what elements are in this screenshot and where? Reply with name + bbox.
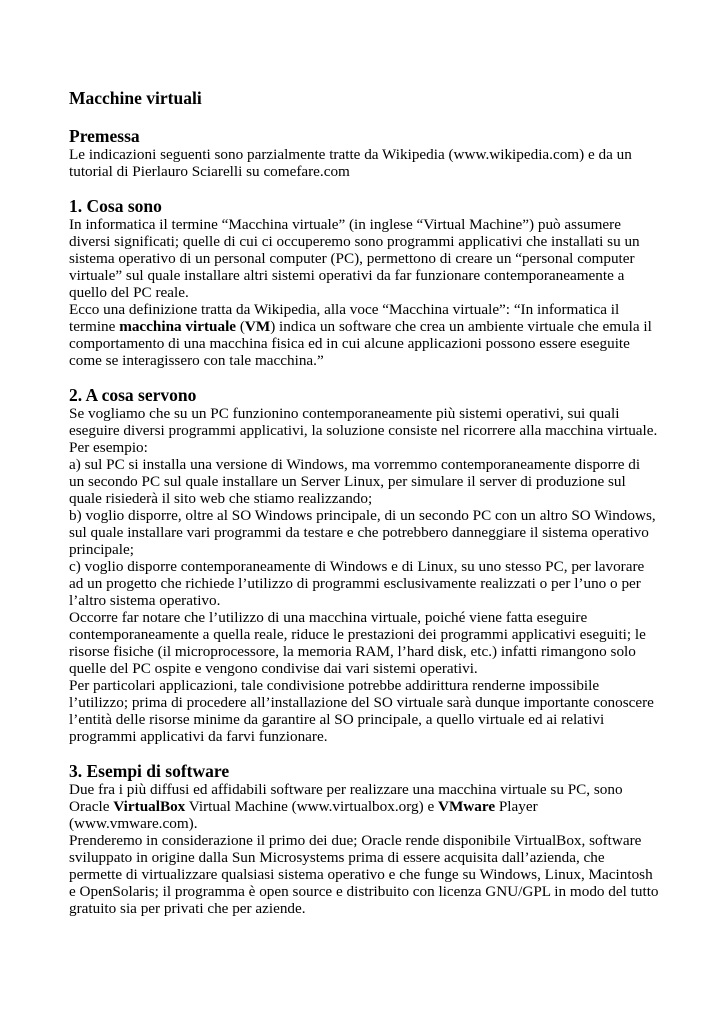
section2-paragraph: Occorre far notare che l’utilizzo di una macchina virtuale, poiché viene fatta eseguire contemporaneamente a quella reale, riduce le prestazioni dei programmi applicativi eseguiti; le risorse fisiche (il microprocessore, la memoria RAM, l’hard disk, etc.) infatti rimangono solo quelle del PC ospite e vengono condivise dai vari sistemi operativi. xyxy=(69,609,646,677)
section1-p2-after: ) indica un software che crea un ambiente virtuale che emula il comportamento di una macchina fisica ed in cui alcune applicazioni possono essere eseguite come se interagissero con tale macchina.” xyxy=(69,318,652,369)
section2-paragraph: a) sul PC si installa una versione di Windows, ma vorremmo contemporaneamente disporre di un secondo PC sul quale installare un Server Linux, per simulare il server di produzione sul quale risiederà il sito web che stiamo realizzando; xyxy=(69,456,641,507)
section1-paragraph-2 xyxy=(69,301,659,369)
section3-bold-vmware: VMware xyxy=(437,798,496,815)
section1-paragraph-1: In informatica il termine “Macchina virtuale” (in inglese “Virtual Machine”) può assumere diversi significati; quelle di cui ci occuperemo sono programmi applicativi che installati su un sistema operativo di un personal computer (PC), permettono di creare un “personal computer virtuale” sul quale installare altri sistemi operativi da far funzionare contemporaneamente a quello del PC reale. xyxy=(69,216,640,301)
section2-paragraph: c) voglio disporre contemporaneamente di Windows e di Linux, su uno stesso PC, per lavorare ad un progetto che richiede l’utilizzo di programmi esclusivamente realizzati o per l’uno o per l’altro sistema operativo. xyxy=(69,558,645,609)
document-title: Macchine virtuali xyxy=(69,88,202,108)
section-cosa-sono xyxy=(69,196,659,369)
section2-heading: 2. A cosa servono xyxy=(69,385,197,405)
section2-paragraph: Per esempio: xyxy=(69,439,148,456)
section1-p2-before: Ecco una definizione tratta da Wikipedia, alla voce “Macchina virtuale”: “In informatica il termine xyxy=(69,301,620,335)
section3-paragraph-2: Prenderemo in considerazione il primo dei due; Oracle rende disponibile VirtualBox, software sviluppato in origine dalla Sun Microsystems prima di essere acquisita dall’azienda, che permette di virtualizzare qualsiasi sistema operativo e che funge su Windows, Linux, Macintosh e OpenSolaris; il programma è open source e distribuito con licenza GNU/GPL in modo del tutto gratuito sia per privati che per aziende. xyxy=(69,832,659,917)
premessa-heading: Premessa xyxy=(69,126,140,146)
section-a-cosa-servono xyxy=(69,385,659,745)
section3-heading: 3. Esempi di software xyxy=(69,761,230,781)
section1-p2-bold-macchina-virtuale: macchina virtuale xyxy=(119,318,237,335)
section2-paragraph: Per particolari applicazioni, tale condivisione potrebbe addirittura renderne impossibile l’utilizzo; prima di procedere all’installazione del SO virtuale sarà dunque importante conoscere l’entità delle risorse minime da garantire al SO principale, a quello virtuale ed ai relativi programmi applicativi da farvi funzionare. xyxy=(69,677,654,745)
document-body xyxy=(69,88,659,933)
section-esempi-di-software xyxy=(69,761,659,917)
section2-paragraph: b) voglio disporre, oltre al SO Windows principale, di un secondo PC con un altro SO Windows, sul quale installare vari programmi da testare e che potrebbero danneggiare il sistema operativo principale; xyxy=(69,507,656,558)
premessa-text: Le indicazioni seguenti sono parzialmente tratte da Wikipedia (www.wikipedia.com) e da un tutorial di Pierlauro Sciarelli su comefare.com xyxy=(69,146,632,180)
section1-heading: 1. Cosa sono xyxy=(69,196,162,216)
section2-paragraph: Se vogliamo che su un PC funzionino contemporaneamente più sistemi operativi, sui quali eseguire diversi programmi applicativi, la soluzione consiste nel ricorrere alla macchina virtuale. xyxy=(69,405,658,439)
section3-bold-virtualbox: VirtualBox xyxy=(113,798,186,815)
section3-mid: Virtual Machine (www.virtualbox.org) e xyxy=(185,798,438,815)
section-premessa xyxy=(69,126,659,180)
section3-intro: Due fra i più diffusi ed affidabili software per realizzare una macchina virtuale su PC, sono Oracle xyxy=(69,781,623,815)
section3-paragraph-1 xyxy=(69,781,659,832)
section3-after: Player (www.vmware.com). xyxy=(69,798,538,832)
section1-p2-mid: ( xyxy=(236,318,245,335)
section1-p2-bold-vm: VM xyxy=(244,318,271,335)
